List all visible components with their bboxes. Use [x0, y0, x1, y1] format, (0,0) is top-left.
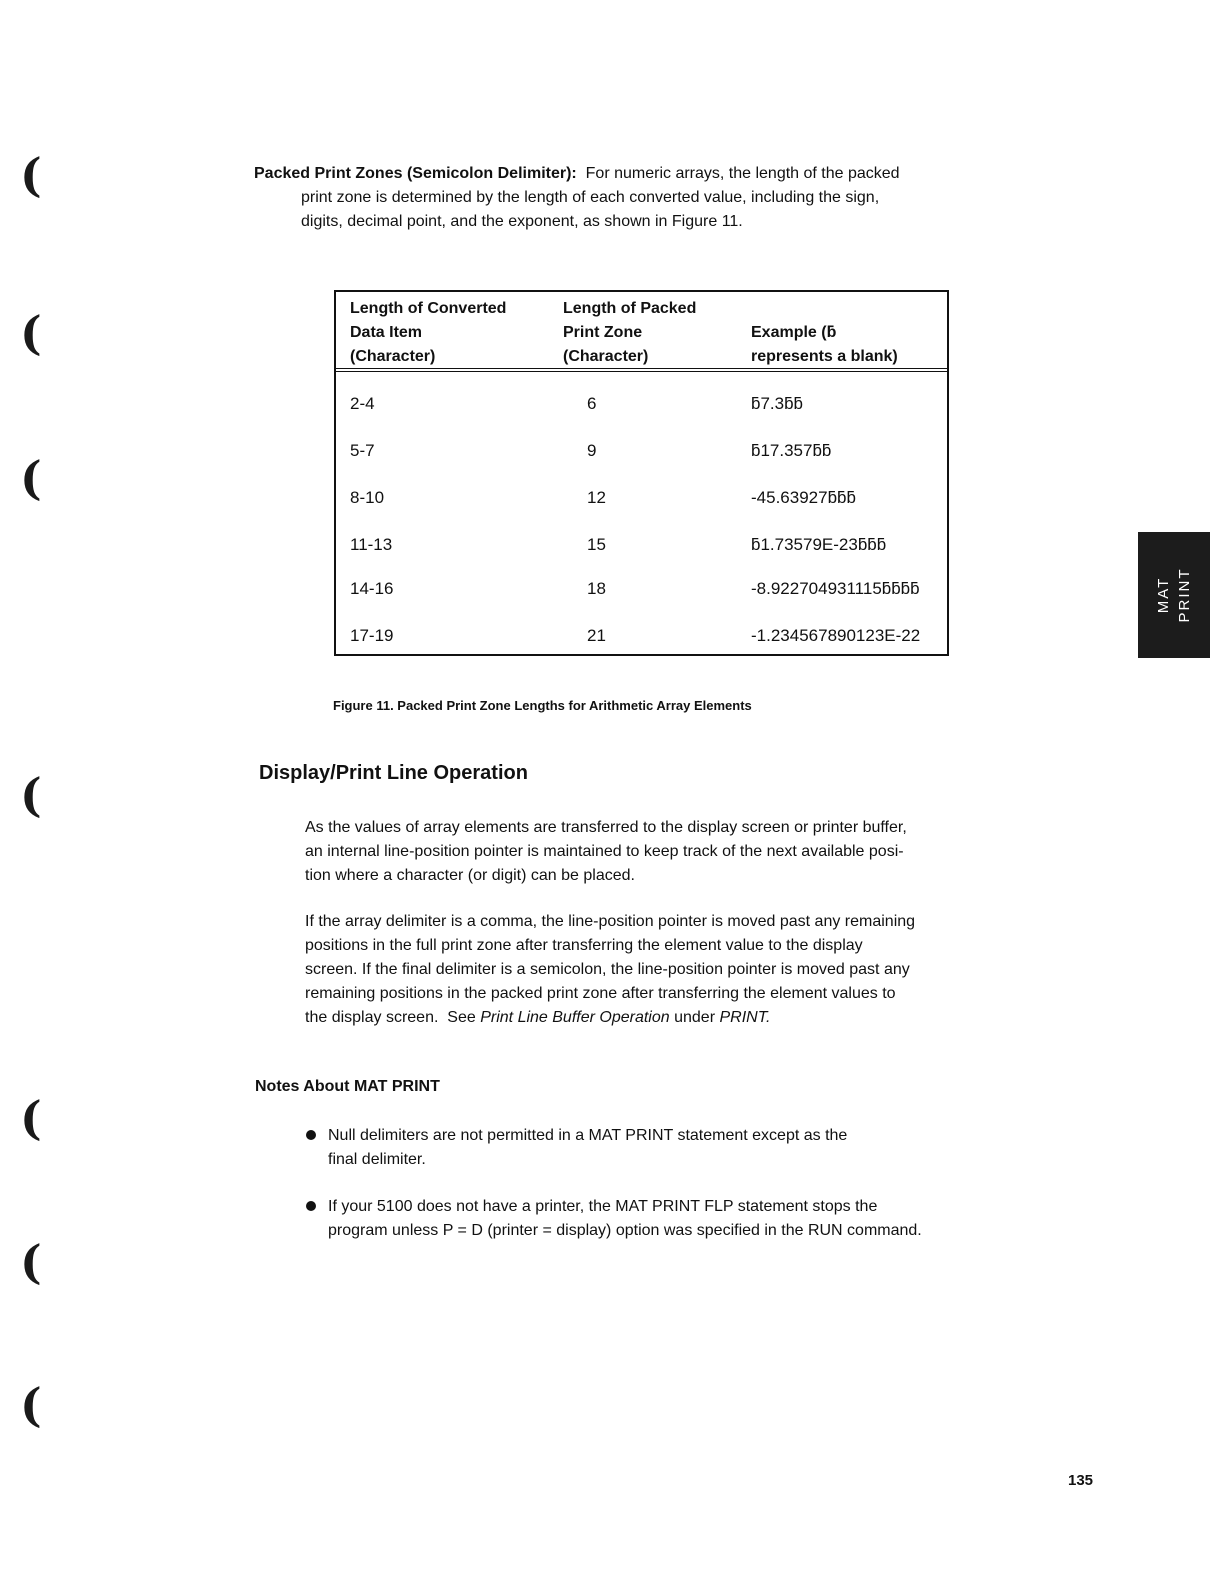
header-col-example	[751, 321, 898, 369]
text-line: tion where a character (or digit) can be placed.	[305, 867, 635, 884]
cell-zone: 21	[587, 626, 606, 645]
text-line: final delimiter.	[328, 1151, 426, 1168]
cell-length: 17-19	[350, 626, 394, 645]
section-thumb-tab	[1138, 532, 1210, 658]
text-segment: under	[669, 1009, 720, 1026]
text-line: If your 5100 does not have a printer, the MAT PRINT FLP statement stops the	[328, 1198, 878, 1215]
section-paragraph-2	[305, 910, 1025, 1030]
text-line: If the array delimiter is a comma, the line-position pointer is moved past any remaining	[305, 913, 916, 930]
cell-zone: 18	[587, 579, 606, 598]
binder-hole-mark: (	[20, 1378, 42, 1432]
cell-length: 11-13	[350, 535, 393, 554]
binder-hole-mark: (	[20, 1235, 42, 1289]
tab-label	[1153, 568, 1195, 623]
tab-label-line: PRINT	[1176, 567, 1193, 623]
text-line: Null delimiters are not permitted in a MAT PRINT statement except as the	[328, 1127, 848, 1144]
binder-hole-mark: (	[20, 768, 42, 822]
text-line: positions in the full print zone after transferring the element value to the display	[305, 937, 863, 954]
intro-line-1	[254, 162, 974, 186]
header-col-zone	[563, 297, 696, 369]
cell-zone: 6	[587, 394, 597, 413]
cell-example: ƃ7.3ƃƃ	[751, 394, 803, 413]
binder-hole-mark: (	[20, 306, 42, 360]
cell-length: 8-10	[350, 488, 385, 507]
text-segment: the display screen. See	[305, 1009, 481, 1026]
figure-caption: Figure 11. Packed Print Zone Lengths for Arithmetic Array Elements	[333, 698, 752, 713]
text-line	[305, 1006, 1025, 1030]
reference-title: Print Line Buffer Operation	[480, 1009, 670, 1026]
intro-paragraph	[254, 162, 974, 234]
cell-example: -45.63927ƃƃƃ	[751, 488, 856, 507]
intro-heading: Packed Print Zones (Semicolon Delimiter):	[254, 165, 577, 182]
cell-length: 14-16	[350, 579, 394, 598]
cell-example: -1.234567890123E-22	[751, 626, 921, 645]
text-line: screen. If the final delimiter is a semicolon, the line-position pointer is moved past any	[305, 961, 910, 978]
header-text: represents a blank)	[751, 348, 898, 365]
note-item	[328, 1195, 1028, 1243]
binder-hole-mark: (	[20, 148, 42, 202]
header-text: Example (ƃ	[751, 324, 837, 341]
note-item	[328, 1124, 1008, 1172]
text-line: remaining positions in the packed print zone after transferring the element values to	[305, 985, 896, 1002]
header-text: Length of Packed	[563, 300, 697, 317]
section-paragraph-1	[305, 816, 1025, 888]
text-line: an internal line-position pointer is maintained to keep track of the next available posi-	[305, 843, 904, 860]
bullet-icon	[306, 1201, 316, 1211]
header-col-length	[350, 297, 506, 369]
text-line: program unless P = D (printer = display) option was specified in the RUN command.	[328, 1222, 922, 1239]
cell-example: -8.922704931115ƃƃƃƃ	[751, 579, 920, 598]
section-title: Display/Print Line Operation	[259, 762, 528, 784]
header-text: (Character)	[563, 348, 649, 365]
text-line: As the values of array elements are transferred to the display screen or printer buffer,	[305, 819, 907, 836]
cell-zone: 15	[587, 535, 606, 554]
cell-example: ƃ17.357ƃƃ	[751, 441, 832, 460]
table-header	[336, 292, 947, 372]
header-text: Data Item	[350, 324, 423, 341]
intro-line-3: digits, decimal point, and the exponent, as shown in Figure 11.	[301, 213, 743, 230]
intro-text: For numeric arrays, the length of the packed	[585, 165, 900, 182]
bullet-icon	[306, 1130, 316, 1140]
binder-hole-mark: (	[20, 451, 42, 505]
binder-hole-mark: (	[20, 1091, 42, 1145]
reference-command: PRINT.	[719, 1009, 771, 1026]
intro-line-2: print zone is determined by the length of each converted value, including the sign,	[301, 189, 880, 206]
header-text: Length of Converted	[350, 300, 507, 317]
cell-zone: 12	[587, 488, 606, 507]
print-zone-table	[334, 290, 949, 656]
cell-example: ƃ1.73579E-23ƃƃƃ	[751, 535, 887, 554]
tab-label-line: MAT	[1155, 576, 1172, 614]
cell-length: 2-4	[350, 394, 375, 413]
cell-zone: 9	[587, 441, 597, 460]
header-text: Print Zone	[563, 324, 643, 341]
header-text: (Character)	[350, 348, 436, 365]
cell-length: 5-7	[350, 441, 375, 460]
notes-title: Notes About MAT PRINT	[255, 1078, 440, 1095]
page-number: 135	[1068, 1472, 1094, 1489]
